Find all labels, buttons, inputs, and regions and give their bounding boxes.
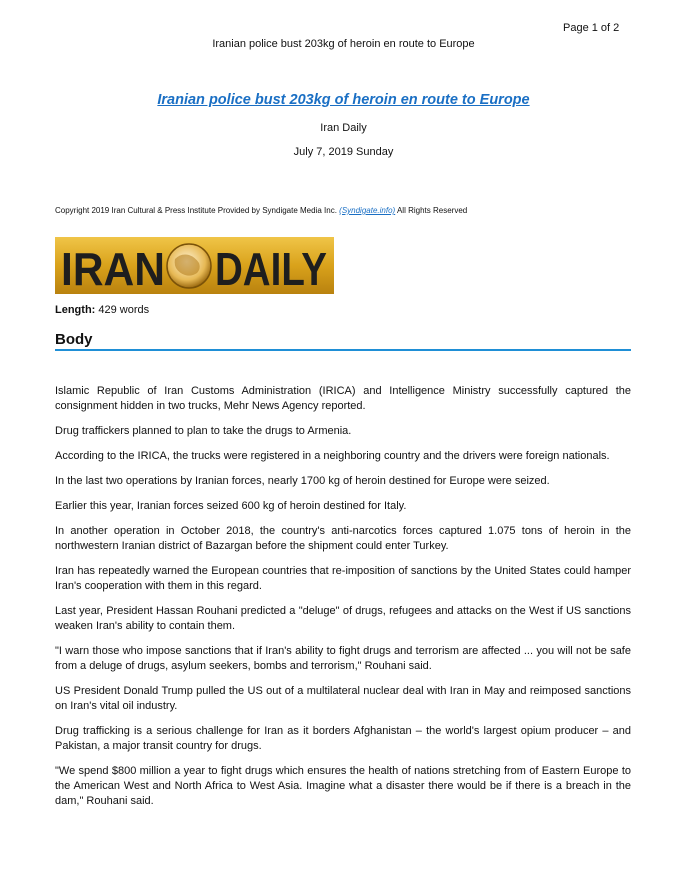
paragraph: Drug traffickers planned to plan to take the drugs to Armenia. [55, 425, 352, 437]
logo-text-iran: IRAN [61, 243, 165, 295]
logo-text-daily: DAILY [215, 243, 327, 295]
logo-graphic [55, 237, 334, 294]
running-title: Iranian police bust 203kg of heroin en route to Europe [212, 38, 475, 50]
paragraph: Last year, President Hassan Rouhani predicted a "deluge" of drugs, refugees and attacks on the West if US sanctions weaken Iran's ability to contain them. [55, 605, 631, 632]
paragraph: In the last two operations by Iranian forces, nearly 1700 kg of heroin destined for Europe were seized. [55, 475, 550, 487]
length-value: 429 words [95, 304, 150, 316]
paragraph: Islamic Republic of Iran Customs Administration (IRICA) and Intelligence Ministry successfully captured the consignment hidden in two trucks, Mehr News Agency reported. [55, 385, 631, 412]
copyright-prefix: Copyright 2019 Iran Cultural & Press Institute Provided by Syndigate Media Inc. [55, 206, 340, 215]
paragraph: US President Donald Trump pulled the US out of a multilateral nuclear deal with Iran in May and reimposed sanctions on Iran's vital oil industry. [55, 685, 631, 712]
copyright-notice [55, 206, 467, 215]
paragraph: "We spend $800 million a year to fight drugs which ensures the health of nations stretching from of Eastern Europe to the American West and North Africa to West Asia. Imagine what a disaster there would be if there is a breach in the dam," Rouhani said. [55, 765, 631, 807]
section-heading-body: Body [55, 331, 93, 348]
article-body [55, 384, 631, 819]
copyright-suffix: All Rights Reserved [395, 206, 468, 215]
page-number: Page 1 of 2 [563, 22, 620, 34]
paragraph: According to the IRICA, the trucks were registered in a neighboring country and the drivers were foreign nationals. [55, 450, 610, 462]
paragraph: Drug trafficking is a serious challenge for Iran as it borders Afghanistan – the world's largest opium producer – and Pakistan, a major transit country for drugs. [55, 725, 631, 752]
paragraph: Earlier this year, Iranian forces seized 600 kg of heroin destined for Italy. [55, 500, 407, 512]
word-count [55, 304, 149, 316]
publication-source: Iran Daily [320, 122, 367, 134]
publication-date: July 7, 2019 Sunday [293, 146, 394, 158]
section-divider [55, 349, 631, 351]
paragraph: In another operation in October 2018, the country's anti-narcotics forces captured 1.075 tons of heroin in the northwestern Iranian district of Bazargan before the shipment could enter Turkey. [55, 525, 631, 552]
article-headline-link[interactable]: Iranian police bust 203kg of heroin en route to Europe [157, 92, 530, 108]
paragraph: Iran has repeatedly warned the European countries that re-imposition of sanctions by the United States could hamper Iran's cooperation with them in this regard. [55, 565, 631, 592]
length-label: Length: [55, 304, 96, 316]
iran-daily-logo [55, 237, 334, 294]
syndigate-link[interactable]: (Syndigate.info) [339, 206, 396, 215]
paragraph: "I warn those who impose sanctions that if Iran's ability to fight drugs and terrorism are affected ... you will not be safe from a deluge of drugs, asylum seekers, bombs and terrorism," Rouhani said. [55, 645, 631, 672]
